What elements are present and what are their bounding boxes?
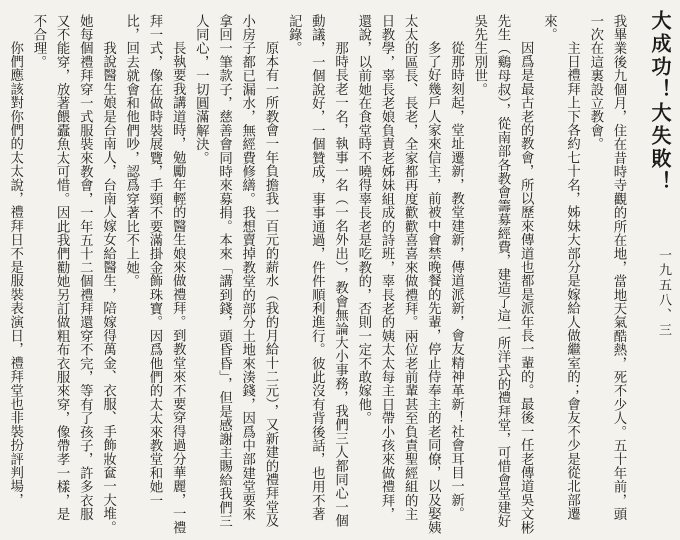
paragraph: 多了好幾戶人家來信主，前被中會禁晚餐的先輩，停止侍奉主的老同僚，以及娶姨太太的區長、長老，全家都再度歡歡喜喜來做禮拜。兩位老前輩甚至負責聖經組的主日教學，辜長老娘負責老姊妹組成的詩班，辜長老的姨太太每主日帶小孩來做禮拜，還說，以前她在食堂時不曉得辜長老是吃教的，否則一定不敢嫁他。	[355, 14, 441, 534]
paragraph: 你們應該對你們的太太說，禮拜日不是服裝表演日，禮拜堂也非裝扮評判場，	[7, 40, 23, 507]
paragraph: 我說醫生娘是台南人，台南人嫁女給醫生，陪嫁得萬金、衣服、手飾妝奩一大堆。她每個禮拜穿一式服裝來教會，一年五十二個禮拜還穿不完，等有了孩子，許多衣服又不能穿，放著餵蠹魚太可惜。因此我們勸她另訂做粗布衣服來穿，像帶孝一樣，是不合理。	[30, 14, 116, 534]
article-body	[7, 14, 630, 534]
paragraph: 主日禮拜上下各約七十名，姊妹大部分是嫁給人做繼室的；會友不少是從北部遷來。	[541, 14, 580, 521]
paragraph: 從那時刻起，堂址遷新，教堂建新，傳道派新，會友精神革新！社會耳目一新。	[448, 40, 464, 521]
paragraph: 我畢業後九個月，住在昔時寺觀的所在地，當地天氣酷熱，死不少人。五十年前，頭一次在這裏設立教會。	[587, 14, 626, 521]
paragraph: 因爲是最古老的教會，所以歷來傳道也都是派年長一輩的。最後一任老傳道吳文彬先生（鷄母叔），從南部各教會籌募經費，建造了這一所洋式的禮拜堂，可惜會堂建好吳先生別世。	[471, 14, 534, 534]
paragraph: 那時長老一名，執事一名（一名外出），教會無論大小事務，我們三人都同心一個動議，一個說好，一個贊成，事事通過，件件順利進行。彼此沒有背後話，也用不著記錄。	[286, 14, 348, 528]
paragraph: 長執要我講道時，勉勵年輕的醫生娘來做禮拜。到教堂來不要穿得過分華麗，一禮拜一式，像在做時裝展覽，手頸不要滿掛金飾珠寶。因爲他們的太太來教堂和她一比，回去就會和他們吵，認爲穿著比不上她。	[123, 14, 186, 534]
article-date: 一九五八、三	[656, 248, 671, 338]
paragraph: 原本有一所教會一年負擔我一百元的薪水（我的月給十二元），又新建的禮拜堂及小房子都已漏水，無經費修繕。我想賣掉教堂的部分土地來湊錢，因爲中部建堂要來拿回一筆款子，慈善會同時來募捐。本來「講到錢，頭昏昏」，但是感謝主賜給我們三人同心，一切圓滿解決。	[193, 14, 278, 528]
article-title: 大成功！大失敗！	[648, 10, 672, 194]
